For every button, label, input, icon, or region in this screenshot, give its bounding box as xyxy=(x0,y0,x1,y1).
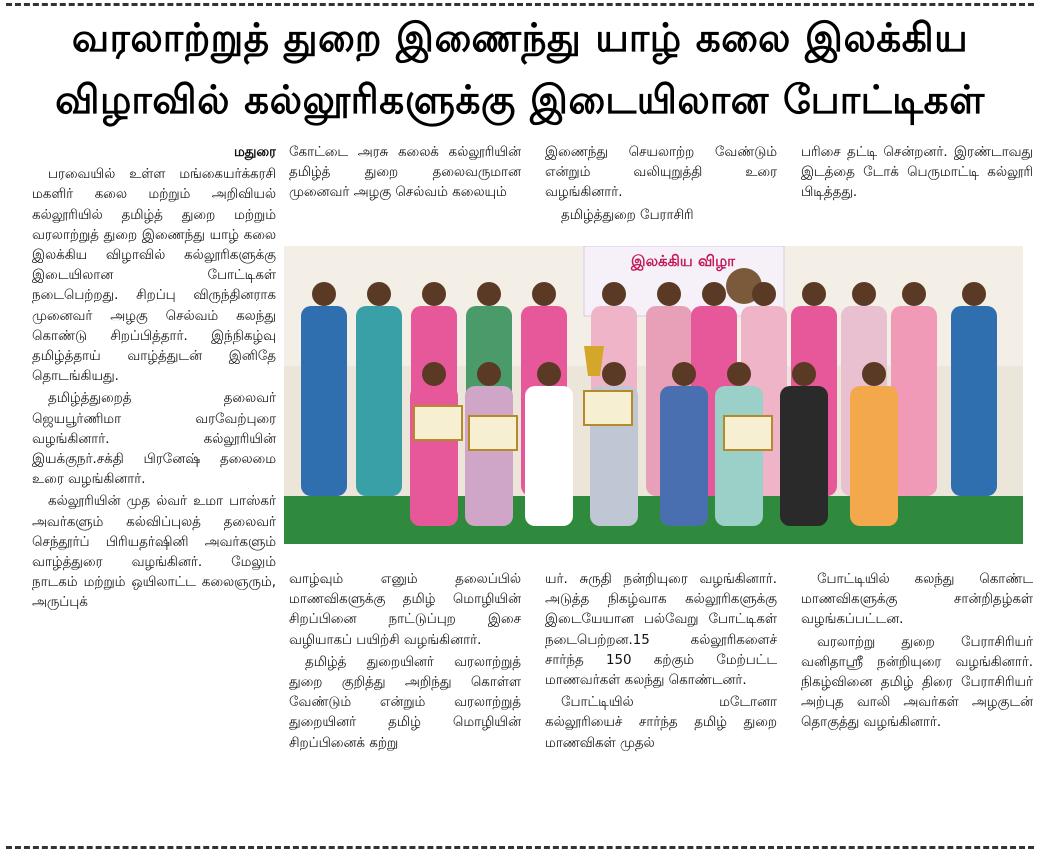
article-column-3-bottom xyxy=(545,570,777,846)
certificate xyxy=(414,406,462,440)
top-dashed-rule xyxy=(6,3,1034,6)
col3-bottom-paragraph: போட்டியில் மடோனா கல்லூரியைச் சார்ந்த தமிழ் துறை மாணவிகள் முதல் xyxy=(545,695,777,751)
headline-line-2: விழாவில் கல்லூரிகளுக்கு இடையிலான போட்டிகள் xyxy=(55,78,985,123)
seated-person xyxy=(780,362,828,526)
col2-top-paragraph: கோட்டை அரசு கலைக் கல்லூரியின் தமிழ்த் துறை தலைவருமான முனைவர் அழகு செல்வம் கலையும் xyxy=(289,145,521,201)
col4-bottom-paragraph: வரலாற்று துறை பேராசிரியர் வனிதாஸ்ரீ நன்றியுரை வழங்கினார். நிகழ்வினை தமிழ் திரை பேராசிரியர் அற்புத வாலி அவர்கள் அழகுடன் தொகுத்து வழங்கினார். xyxy=(801,634,1033,731)
col3-bottom-paragraph: யர். சுருதி நன்றியுரை வழங்கினார். அடுத்த நிகழ்வாக கல்லூரிகளுக்கு இடையேயான பல்வேறு போட்டிகள் நடைபெற்றன.15 கல்லூரிகளைச் சார்ந்த 150 கற்கும் மேற்பட்ட மாணவர்கள் கலந்து கொண்டனர். xyxy=(545,572,777,689)
col1-paragraph: கல்லூரியின் முத ல்வர் உமா பாஸ்கர் அவர்களும் கல்விப்புலத் தலைவர் செந்தூர்ப் பிரியதர்ஷினி அவர்களும் வாழ்த்துரை வழங்கினர். மேலும் நாடகம் மற்றும் ஒயிலாட்ட கலைஞரும், அருப்புக் xyxy=(32,494,276,611)
col2-bottom-paragraph: தமிழ்த் துறையினர் வரலாற்றுத் துறை குறித்து அறிந்து கொள்ள வேண்டும் என்றும் வரலாற்றுத் துறையினர் தமிழ் மொழியின் சிறப்பினைக் கற்று xyxy=(289,654,521,751)
article-column-3-top xyxy=(545,143,777,239)
seated-person xyxy=(590,362,638,526)
article-column-2-top xyxy=(289,143,521,239)
banner-title: இலக்கிய விழா xyxy=(631,252,735,270)
article-column-1 xyxy=(32,143,276,846)
col4-top-paragraph: பரிசை தட்டி சென்றனர். இரண்டாவது இடத்தை டோக் பெருமாட்டி கல்லூரி பிடித்தது. xyxy=(801,145,1033,201)
group-photo-illustration xyxy=(284,246,1023,544)
seated-person xyxy=(410,362,458,526)
article-column-4-bottom xyxy=(801,570,1033,846)
seated-person xyxy=(850,362,898,526)
col1-paragraph: பரவையில் உள்ள மங்கையர்க்கரசி மகளிர் கலை மற்றும் அறிவியல் கல்லூரியில் தமிழ்த் துறை மற்றும் வரலாற்றுத் துறை இணைந்து யாழ் கலை இலக்கிய விழாவில் கல்லூரிகளுக்கு இடையிலான போட்டிகள் நடைபெற்றது. சிறப்பு விருந்தினராக முனைவர் அழகு செல்வம் கலந்து கொண்டு சிறப்பித்தார். இந்நிகழ்வு தமிழ்த்தாய் வாழ்த்துடன் இனிதே தொடங்கியது. xyxy=(32,167,276,385)
seated-person xyxy=(525,362,573,526)
bottom-dashed-rule xyxy=(6,846,1034,849)
certificate xyxy=(584,391,632,425)
certificate xyxy=(469,416,517,450)
headline-line-1: வரலாற்றுத் துறை இணைந்து யாழ் கலை இலக்கிய xyxy=(71,16,969,61)
col3-top-paragraph: தமிழ்த்துறை பேராசிரி xyxy=(561,207,694,223)
seated-person xyxy=(660,362,708,526)
standing-person xyxy=(356,282,402,496)
standing-person xyxy=(951,282,997,496)
col3-top-paragraph: இணைந்து செயலாற்ற வேண்டும் என்றும் வலியுறுத்தி உரை வழங்கினார். xyxy=(545,145,777,201)
group-photo xyxy=(284,246,1023,544)
col4-bottom-paragraph: போட்டியில் கலந்து கொண்ட மாணவிகளுக்கு சான்றிதழ்கள் வழங்கப்பட்டன. xyxy=(801,572,1033,628)
col2-bottom-paragraph: வாழ்வும் எனும் தலைப்பில் மாணவிகளுக்கு தமிழ் மொழியின் சிறப்பினை நாட்டுப்புற இசை வழியாகப் பயிற்சி வழங்கினார். xyxy=(289,572,521,648)
certificate xyxy=(724,416,772,450)
article-column-4-top xyxy=(801,143,1033,239)
col1-paragraph: தமிழ்த்துறைத் தலைவர் ஜெயபூர்ணிமா வரவேற்புரை வழங்கினார். கல்லூரியின் இயக்குநர்.சக்தி பிரனேஷ் தலைமை உரை வழங்கினார். xyxy=(32,391,276,488)
standing-person xyxy=(301,282,347,496)
dateline-city: மதுரை xyxy=(234,145,276,160)
article-column-2-bottom xyxy=(289,570,521,846)
